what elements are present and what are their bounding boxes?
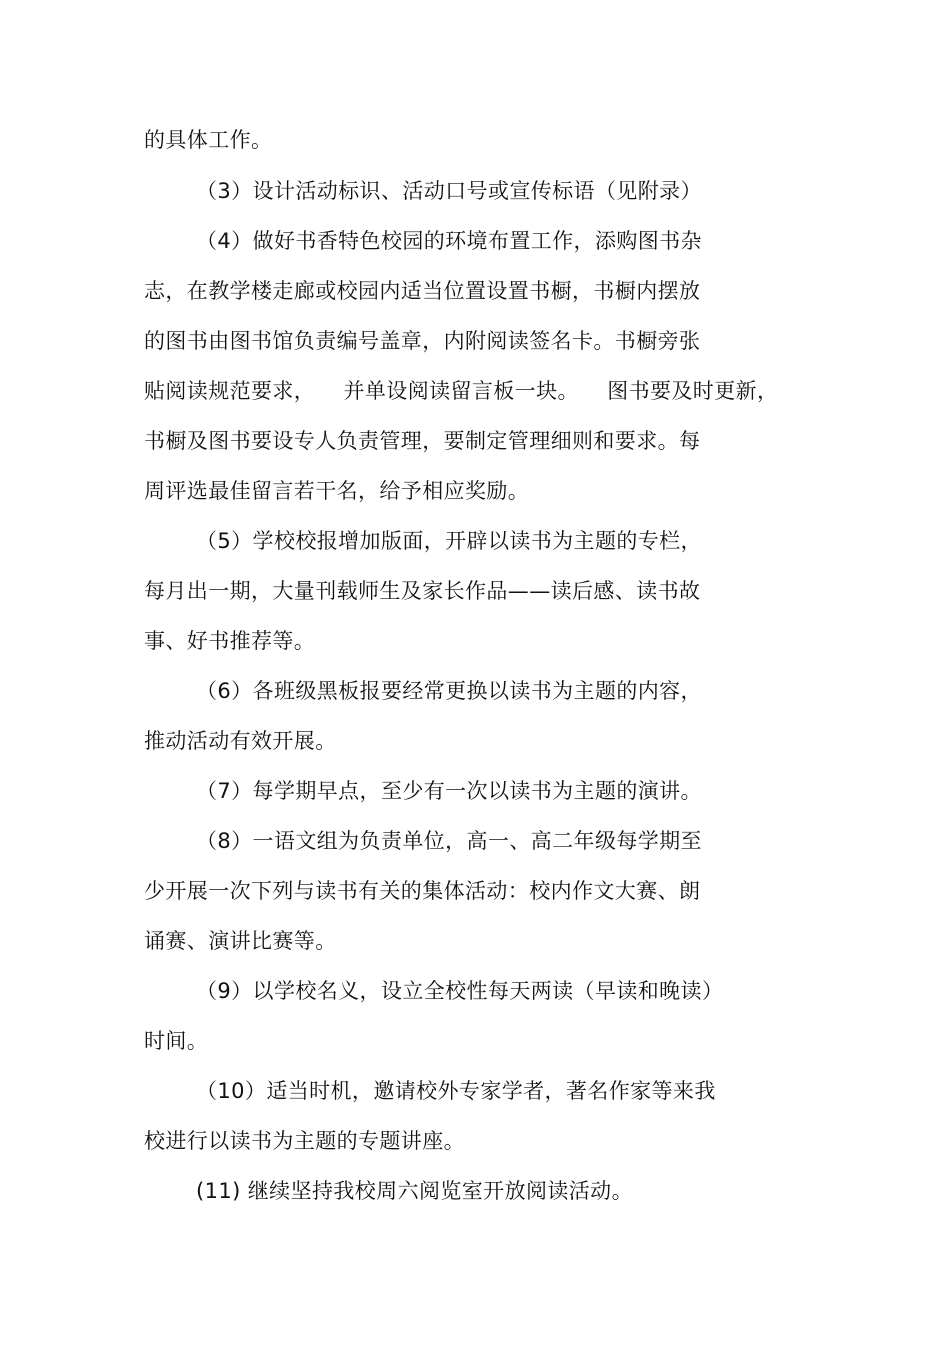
text-line: 诵赛、演讲比赛等。 xyxy=(144,929,337,953)
text-line: 书橱及图书要设专人负责管理，要制定管理细则和要求。每 xyxy=(144,429,701,453)
text-line: 推动活动有效开展。 xyxy=(144,729,337,753)
text-line: 少开展一次下列与读书有关的集体活动：校内作文大赛、朗 xyxy=(144,879,701,903)
text-line: 贴阅读规范要求， 并单设阅读留言板一块。 图书要及时更新， xyxy=(144,379,779,403)
text-line: 校进行以读书为主题的专题讲座。 xyxy=(144,1129,465,1153)
text-line: 时间。 xyxy=(144,1029,209,1053)
text-line: （4）做好书香特色校园的环境布置工作，添购图书杂 xyxy=(196,229,702,253)
text-line: (11) 继续坚持我校周六阅览室开放阅读活动。 xyxy=(196,1179,633,1203)
text-line: （6）各班级黑板报要经常更换以读书为主题的内容， xyxy=(196,679,702,703)
text-line: （3）设计活动标识、活动口号或宣传标语（见附录） xyxy=(196,179,702,203)
text-line: （7）每学期早点，至少有一次以读书为主题的演讲。 xyxy=(196,779,702,803)
text-line: 志，在教学楼走廊或校园内适当位置设置书橱，书橱内摆放 xyxy=(144,279,701,303)
text-line: 周评选最佳留言若干名，给予相应奖励。 xyxy=(144,479,530,503)
text-line: 事、好书推荐等。 xyxy=(144,629,316,653)
text-line: （5）学校校报增加版面，开辟以读书为主题的专栏， xyxy=(196,529,702,553)
text-line: 的具体工作。 xyxy=(144,128,273,152)
text-line: 的图书由图书馆负责编号盖章，内附阅读签名卡。书橱旁张 xyxy=(144,329,701,353)
text-line: 每月出一期，大量刊载师生及家长作品——读后感、读书故 xyxy=(144,579,701,603)
text-line: （9）以学校名义，设立全校性每天两读（早读和晚读） xyxy=(196,979,724,1003)
text-line: （8）一语文组为负责单位，高一、高二年级每学期至 xyxy=(196,829,702,853)
text-line: （10）适当时机，邀请校外专家学者，著名作家等来我 xyxy=(196,1079,716,1103)
